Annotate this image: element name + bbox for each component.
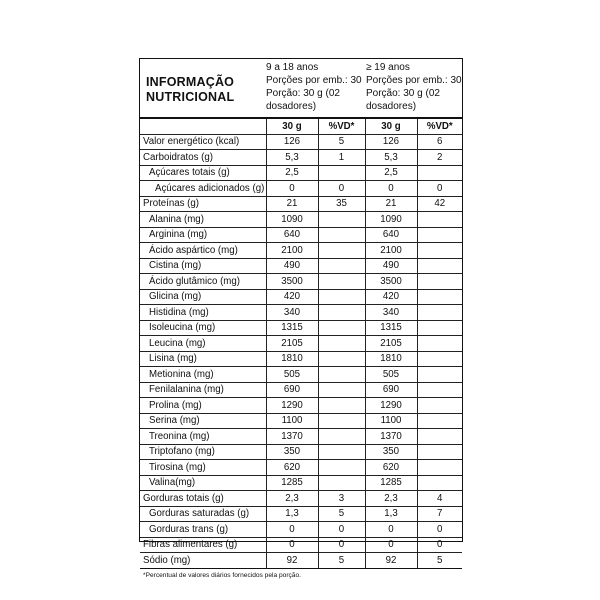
group-1-portion-cont: dosadores) [266,101,317,112]
g2-amount: 420 [365,289,417,305]
g1-amount: 1370 [266,429,318,445]
g1-amount: 0 [266,181,318,197]
table-row [140,165,462,181]
nutrient-name: Açúcares totais (g) [140,165,266,181]
g1-vd [318,475,365,491]
table-row [140,243,462,259]
table-row [140,150,462,166]
table-row [140,553,462,569]
column-header-row [140,119,462,134]
g1-vd [318,320,365,336]
g2-amount: 0 [365,522,417,538]
g1-vd [318,460,365,476]
table-row [140,429,462,445]
table-row [140,537,462,553]
g2-amount: 1810 [365,351,417,367]
g2-amount: 505 [365,367,417,383]
g1-vd: 0 [318,181,365,197]
table-row [140,227,462,243]
nutrient-name: Isoleucina (mg) [140,320,266,336]
g1-amount: 2,3 [266,491,318,507]
g2-amount: 2,5 [365,165,417,181]
group-2-portion: Porção: 30 g (02 [366,88,440,99]
g2-amount: 620 [365,460,417,476]
g1-vd [318,398,365,414]
footnote: *Percentual de valores diários fornecidos pela porção. [143,571,301,579]
g2-vd [417,413,462,429]
table-row [140,336,462,352]
table-row [140,506,462,522]
title-line-2: NUTRICIONAL [146,90,235,104]
g1-vd [318,212,365,228]
g2-amount: 1090 [365,212,417,228]
header-g1-amount: 30 g [266,119,318,134]
g2-vd: 42 [417,196,462,212]
g2-vd [417,351,462,367]
g1-amount: 620 [266,460,318,476]
g1-amount: 340 [266,305,318,321]
g2-amount: 92 [365,553,417,569]
g1-vd: 3 [318,491,365,507]
g2-vd [417,475,462,491]
g2-amount: 640 [365,227,417,243]
group-1-portion: Porção: 30 g (02 [266,88,340,99]
title-line-1: INFORMAÇÃO [146,75,235,89]
g2-vd [417,289,462,305]
table-row [140,491,462,507]
g2-amount: 1315 [365,320,417,336]
group-2-age: ≥ 19 anos [366,62,410,73]
group-1-header [266,61,366,113]
g2-amount: 21 [365,196,417,212]
g2-vd: 5 [417,553,462,569]
nutrient-name: Valina(mg) [140,475,266,491]
g1-vd: 35 [318,196,365,212]
g2-vd [417,336,462,352]
g1-vd [318,413,365,429]
g2-vd [417,212,462,228]
nutrient-name: Gorduras saturadas (g) [140,506,266,522]
g1-vd: 1 [318,150,365,166]
group-1-servings: Porções por emb.: 30 [266,75,362,86]
nutrient-name: Alanina (mg) [140,212,266,228]
table-row [140,351,462,367]
table-row [140,367,462,383]
table-row [140,212,462,228]
g1-amount: 2100 [266,243,318,259]
g1-amount: 690 [266,382,318,398]
g2-amount: 2105 [365,336,417,352]
g1-vd [318,367,365,383]
g2-vd: 6 [417,134,462,150]
g1-vd [318,382,365,398]
label-header [140,59,462,119]
table-row [140,134,462,150]
g2-vd [417,258,462,274]
group-2-servings: Porções por emb.: 30 [366,75,462,86]
g2-amount: 2100 [365,243,417,259]
g2-vd [417,382,462,398]
g2-amount: 490 [365,258,417,274]
group-2-header [366,61,462,113]
table-row [140,196,462,212]
g1-vd [318,258,365,274]
g2-amount: 0 [365,181,417,197]
nutrient-name: Histidina (mg) [140,305,266,321]
g2-vd [417,274,462,290]
g1-vd: 0 [318,522,365,538]
g2-vd: 4 [417,491,462,507]
g1-vd [318,429,365,445]
g2-amount: 1100 [365,413,417,429]
g2-vd: 0 [417,522,462,538]
nutrient-name: Ácido aspártico (mg) [140,243,266,259]
nutrient-name: Fenilalanina (mg) [140,382,266,398]
nutrient-name: Fibras alimentares (g) [140,537,266,553]
g1-vd [318,227,365,243]
g2-vd: 7 [417,506,462,522]
g1-vd [318,351,365,367]
g1-amount: 420 [266,289,318,305]
g1-amount: 505 [266,367,318,383]
g2-vd [417,320,462,336]
g1-amount: 640 [266,227,318,243]
nutrient-name: Tirosina (mg) [140,460,266,476]
g2-amount: 3500 [365,274,417,290]
g2-amount: 1285 [365,475,417,491]
g1-vd: 5 [318,553,365,569]
g1-amount: 5,3 [266,150,318,166]
table-row [140,289,462,305]
group-1-age: 9 a 18 anos [266,62,319,73]
g1-amount: 1285 [266,475,318,491]
nutrient-name: Arginina (mg) [140,227,266,243]
nutrient-name: Sódio (mg) [140,553,266,569]
g1-amount: 2105 [266,336,318,352]
nutrient-name: Triptofano (mg) [140,444,266,460]
table-row [140,398,462,414]
group-2-portion-cont: dosadores) [366,101,417,112]
table-row [140,475,462,491]
g2-amount: 5,3 [365,150,417,166]
g1-amount: 1090 [266,212,318,228]
g2-vd [417,398,462,414]
nutrient-name: Gorduras totais (g) [140,491,266,507]
g2-vd: 0 [417,537,462,553]
g1-amount: 490 [266,258,318,274]
g1-vd [318,305,365,321]
g1-amount: 92 [266,553,318,569]
g2-amount: 690 [365,382,417,398]
header-blank [140,119,266,134]
g1-amount: 1290 [266,398,318,414]
g2-amount: 126 [365,134,417,150]
table-row [140,460,462,476]
nutrient-name: Proteínas (g) [140,196,266,212]
g2-vd: 2 [417,150,462,166]
nutrient-name: Ácido glutâmico (mg) [140,274,266,290]
g1-vd: 5 [318,506,365,522]
g1-vd [318,289,365,305]
g1-amount: 3500 [266,274,318,290]
g1-amount: 350 [266,444,318,460]
nutrient-name: Serina (mg) [140,413,266,429]
nutrient-name: Valor energético (kcal) [140,134,266,150]
nutrient-name: Lisina (mg) [140,351,266,367]
g2-vd [417,243,462,259]
g1-amount: 1810 [266,351,318,367]
g1-vd: 0 [318,537,365,553]
g2-amount: 340 [365,305,417,321]
table-row [140,305,462,321]
g1-amount: 2,5 [266,165,318,181]
g2-vd [417,165,462,181]
g1-amount: 126 [266,134,318,150]
g1-amount: 21 [266,196,318,212]
table-row [140,522,462,538]
table-row [140,181,462,197]
g2-amount: 350 [365,444,417,460]
nutrient-name: Cistina (mg) [140,258,266,274]
g2-amount: 1370 [365,429,417,445]
g2-vd: 0 [417,181,462,197]
g1-vd [318,165,365,181]
nutrient-name: Leucina (mg) [140,336,266,352]
g2-vd [417,429,462,445]
table-row [140,258,462,274]
table-row [140,413,462,429]
g2-amount: 2,3 [365,491,417,507]
g2-vd [417,227,462,243]
table-row [140,382,462,398]
header-g2-vd: %VD* [417,119,462,134]
g2-amount: 1290 [365,398,417,414]
header-g1-vd: %VD* [318,119,365,134]
table-row [140,320,462,336]
table-row [140,274,462,290]
g2-vd [417,305,462,321]
nutrition-table [140,119,462,569]
nutrient-name: Carboidratos (g) [140,150,266,166]
g1-amount: 0 [266,537,318,553]
nutrient-name: Açúcares adicionados (g) [140,181,266,197]
label-title [146,75,264,105]
g2-vd [417,367,462,383]
g1-vd: 5 [318,134,365,150]
g2-amount: 0 [365,537,417,553]
g1-vd [318,243,365,259]
table-row [140,444,462,460]
nutrient-name: Treonina (mg) [140,429,266,445]
g1-amount: 0 [266,522,318,538]
g1-vd [318,274,365,290]
g1-vd [318,444,365,460]
nutrient-name: Metionina (mg) [140,367,266,383]
g2-amount: 1,3 [365,506,417,522]
g2-vd [417,460,462,476]
header-g2-amount: 30 g [365,119,417,134]
g1-amount: 1,3 [266,506,318,522]
nutrition-label [139,58,463,579]
g1-vd [318,336,365,352]
g1-amount: 1100 [266,413,318,429]
nutrient-name: Prolina (mg) [140,398,266,414]
nutrient-name: Gorduras trans (g) [140,522,266,538]
nutrient-name: Glicina (mg) [140,289,266,305]
g2-vd [417,444,462,460]
g1-amount: 1315 [266,320,318,336]
